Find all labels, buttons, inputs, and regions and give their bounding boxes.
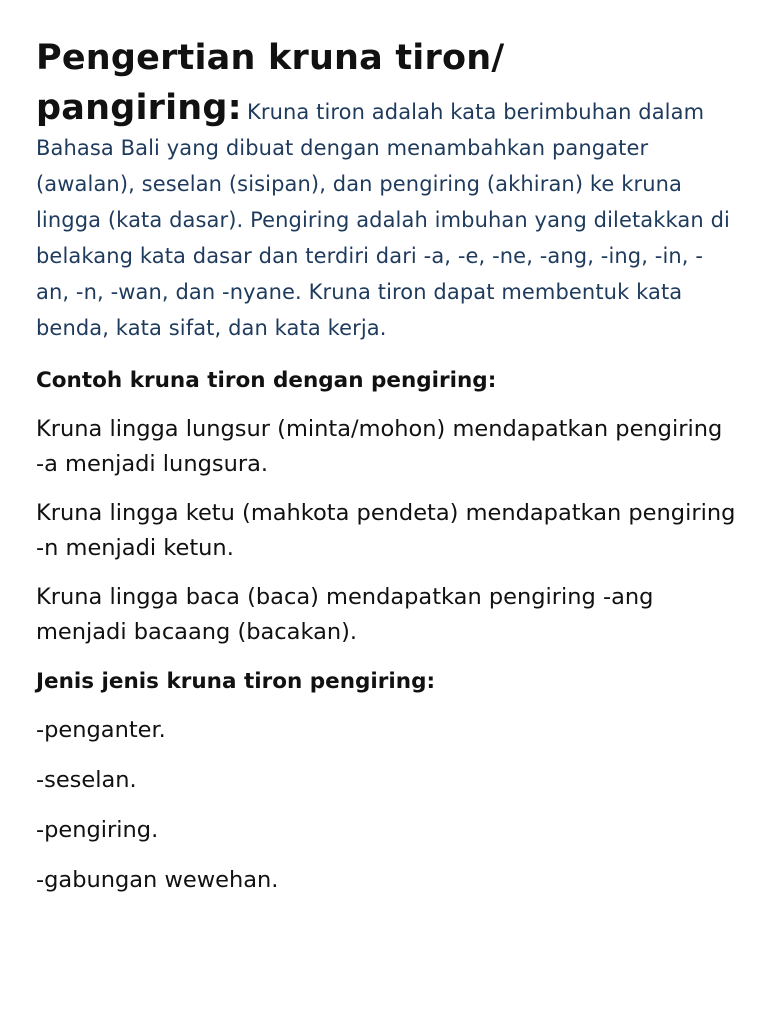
type-list-item: -seselan. <box>36 767 137 793</box>
types-heading: Jenis jenis kruna tiron pengiring: <box>36 669 436 694</box>
intro-paragraph <box>36 36 736 347</box>
type-list-item: -penganter. <box>36 717 166 743</box>
article <box>36 36 736 898</box>
examples-heading: Contoh kruna tiron dengan pengiring: <box>36 368 497 393</box>
type-list-item: -gabungan wewehan. <box>36 867 279 893</box>
type-list-item: -pengiring. <box>36 817 159 843</box>
example-item: Kruna lingga baca (baca) mendapatkan pengiring -ang menjadi bacaang (bacakan). <box>36 584 654 645</box>
example-item: Kruna lingga lungsur (minta/mohon) mendapatkan pengiring -a menjadi lungsura. <box>36 416 723 477</box>
page-title-line-1: Pengertian kruna tiron/ <box>36 38 505 78</box>
intro-text: Kruna tiron adalah kata berimbuhan dalam Bahasa Bali yang dibuat dengan menambahkan pangater (awalan), seselan (sisipan), dan pengiring (akhiran) ke kruna lingga (kata dasar). Pengiring adalah imbuhan yang diletakkan di belakang kata dasar dan terdiri dari -a, -e, -ne, -ang, -ing, -in, -an, -n, -wan, dan -nyane. Kruna tiron dapat membentuk kata benda, kata sifat, dan kata kerja. <box>36 100 730 340</box>
example-item: Kruna lingga ketu (mahkota pendeta) mendapatkan pengiring -n menjadi ketun. <box>36 500 736 561</box>
page-title-line-2: pangiring: <box>36 88 242 128</box>
